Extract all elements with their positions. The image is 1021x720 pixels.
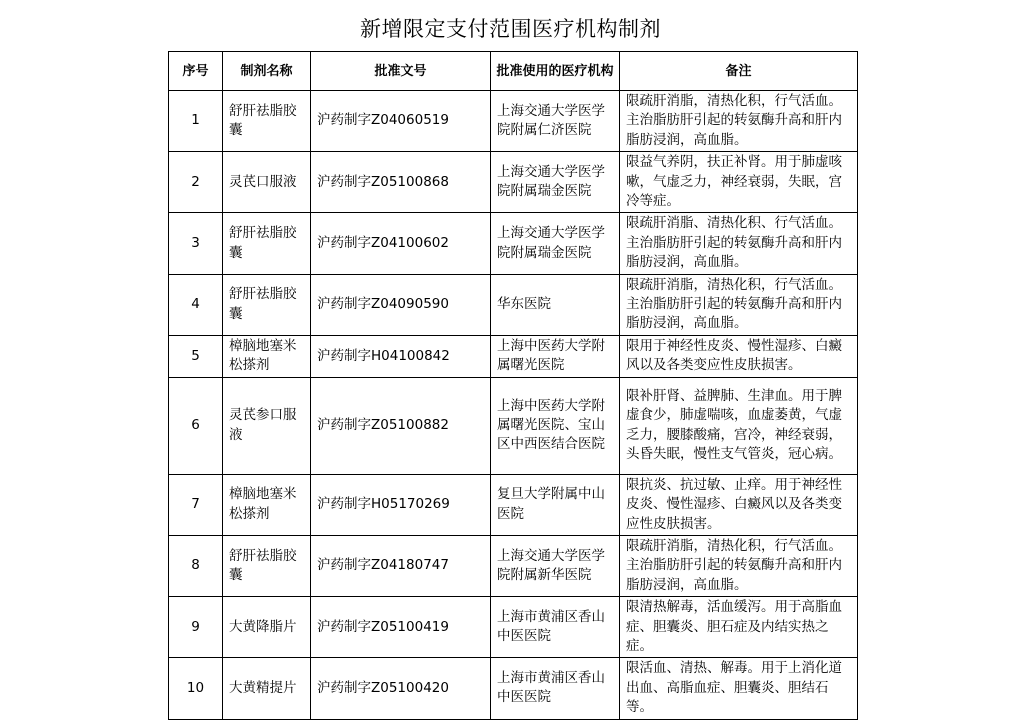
table-row (169, 535, 858, 596)
row-name: 舒肝祛脂胶囊 (223, 91, 311, 152)
row-institution: 上海市黄浦区香山中医医院 (491, 658, 620, 719)
row-name: 舒肝祛脂胶囊 (223, 213, 311, 274)
row-remark: 限活血、清热、解毒。用于上消化道出血、高脂血症、胆囊炎、胆结石等。 (620, 658, 858, 719)
row-approval: 沪药制字Z05100419 (311, 597, 491, 658)
table-row (169, 658, 858, 719)
row-name: 灵芪参口服液 (223, 377, 311, 474)
row-name: 大黄降脂片 (223, 597, 311, 658)
header-remark: 备注 (620, 52, 858, 91)
header-approval: 批准文号 (311, 52, 491, 91)
row-index: 4 (169, 274, 223, 335)
row-remark: 限补肝肾、益脾肺、生津血。用于脾虚食少，肺虚喘咳，血虚萎黄，气虚乏力，腰膝酸痛，宫冷，神经衰弱，头昏失眠，慢性支气管炎，冠心病。 (620, 377, 858, 474)
row-name: 舒肝祛脂胶囊 (223, 274, 311, 335)
row-index: 3 (169, 213, 223, 274)
row-remark: 限清热解毒，活血缓泻。用于高脂血症、胆囊炎、胆石症及内结实热之症。 (620, 597, 858, 658)
row-remark: 限疏肝消脂，清热化积，行气活血。主治脂肪肝引起的转氨酶升高和肝内脂肪浸润，高血脂。 (620, 274, 858, 335)
table-row (169, 91, 858, 152)
header-institution: 批准使用的医疗机构 (491, 52, 620, 91)
row-approval: 沪药制字H05170269 (311, 474, 491, 535)
row-index: 5 (169, 335, 223, 377)
row-institution: 复旦大学附属中山医院 (491, 474, 620, 535)
row-index: 2 (169, 152, 223, 213)
row-index: 7 (169, 474, 223, 535)
row-approval: 沪药制字H04100842 (311, 335, 491, 377)
row-institution: 上海交通大学医学院附属瑞金医院 (491, 213, 620, 274)
table-row (169, 152, 858, 213)
row-name: 舒肝祛脂胶囊 (223, 535, 311, 596)
header-index: 序号 (169, 52, 223, 91)
row-institution: 上海交通大学医学院附属瑞金医院 (491, 152, 620, 213)
row-index: 1 (169, 91, 223, 152)
table-header-row (169, 52, 858, 91)
document-title: 新增限定支付范围医疗机构制剂 (360, 17, 661, 41)
row-index: 6 (169, 377, 223, 474)
row-approval: 沪药制字Z05100868 (311, 152, 491, 213)
header-name: 制剂名称 (223, 52, 311, 91)
table-row (169, 474, 858, 535)
table-row (169, 213, 858, 274)
row-approval: 沪药制字Z05100420 (311, 658, 491, 719)
row-institution: 上海市黄浦区香山中医医院 (491, 597, 620, 658)
table-row (169, 377, 858, 474)
row-remark: 限疏肝消脂，清热化积，行气活血。主治脂肪肝引起的转氨酶升高和肝内脂肪浸润，高血脂。 (620, 91, 858, 152)
row-approval: 沪药制字Z04090590 (311, 274, 491, 335)
row-index: 8 (169, 535, 223, 596)
table-row (169, 335, 858, 377)
table-row (169, 274, 858, 335)
row-approval: 沪药制字Z04100602 (311, 213, 491, 274)
row-name: 樟脑地塞米松搽剂 (223, 474, 311, 535)
row-approval: 沪药制字Z04180747 (311, 535, 491, 596)
row-approval: 沪药制字Z05100882 (311, 377, 491, 474)
row-remark: 限疏肝消脂，清热化积，行气活血。主治脂肪肝引起的转氨酶升高和肝内脂肪浸润，高血脂。 (620, 535, 858, 596)
row-approval: 沪药制字Z04060519 (311, 91, 491, 152)
row-institution: 上海中医药大学附属曙光医院、宝山区中西医结合医院 (491, 377, 620, 474)
row-name: 灵芪口服液 (223, 152, 311, 213)
row-remark: 限抗炎、抗过敏、止痒。用于神经性皮炎、慢性湿疹、白癜风以及各类变应性皮肤损害。 (620, 474, 858, 535)
row-remark: 限益气养阴，扶正补肾。用于肺虚咳嗽，气虚乏力，神经衰弱，失眠，宫冷等症。 (620, 152, 858, 213)
row-remark: 限疏肝消脂、清热化积、行气活血。主治脂肪肝引起的转氨酶升高和肝内脂肪浸润，高血脂。 (620, 213, 858, 274)
preparation-table (168, 51, 858, 720)
row-institution: 上海交通大学医学院附属新华医院 (491, 535, 620, 596)
table-row (169, 597, 858, 658)
row-institution: 华东医院 (491, 274, 620, 335)
row-institution: 上海交通大学医学院附属仁济医院 (491, 91, 620, 152)
row-index: 10 (169, 658, 223, 719)
row-name: 樟脑地塞米松搽剂 (223, 335, 311, 377)
row-remark: 限用于神经性皮炎、慢性湿疹、白癜风以及各类变应性皮肤损害。 (620, 335, 858, 377)
row-name: 大黄精提片 (223, 658, 311, 719)
row-institution: 上海中医药大学附属曙光医院 (491, 335, 620, 377)
row-index: 9 (169, 597, 223, 658)
